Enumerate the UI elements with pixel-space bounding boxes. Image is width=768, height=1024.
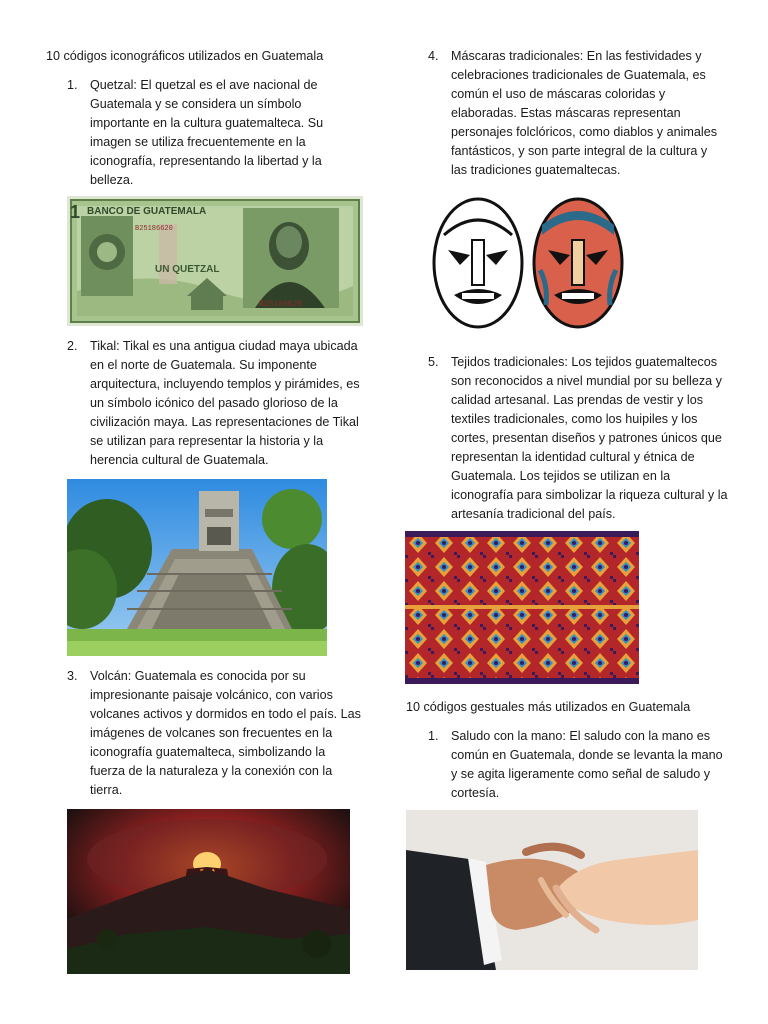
item-text-saludo: Saludo con la mano: El saludo con la mano es común en Guatemala, donde se levanta la mano y se agita ligeramente como señal de saludo y cortesía. [451, 729, 723, 800]
section-heading-gestural: 10 códigos gestuales más utilizados en Guatemala [406, 700, 691, 714]
tikal-pyramid-image [67, 479, 327, 656]
section-heading-iconographic: 10 códigos iconográficos utilizados en Guatemala [46, 49, 324, 63]
banknote-denomination-number: 1 [70, 202, 81, 222]
traditional-textile-image [405, 531, 639, 684]
item-number: 4. [428, 49, 439, 63]
item-text-mascaras: Máscaras tradicionales: En las festividades y celebraciones tradicionales de Guatemala, es común el uso de máscaras coloridas y elaboradas. Estas máscaras representan personajes folclóricos, como diablos y animales fantásticos, y son parte integral de la cultura y las tradiciones guatemaltecas. [451, 49, 717, 177]
item-number: 5. [428, 355, 439, 369]
item-text-tejidos: Tejidos tradicionales: Los tejidos guatemaltecos son reconocidos a nivel mundial por su belleza y calidad artesanal. Las prendas de vestir y los textiles tradicionales, como los huipiles y los cortes, presentan diseños y patrones únicos que representan la identidad cultural y étnica de Guatemala. Los tejidos se utilizan en la iconografía para simbolizar la riqueza cultural y la artesanía tradicional del país. [451, 355, 728, 521]
banknote-bank-name: BANCO DE GUATEMALA [87, 206, 207, 217]
handshake-image [406, 810, 698, 970]
item-text-volcan: Volcán: Guatemala es conocida por su impresionante paisaje volcánico, con varios volcanes activos y dormidos en todo el país. Las imágenes de volcanes son frecuentes en la iconografía guatemalteca, simbolizando la fuerza de la naturaleza y la conexión con la tierra. [90, 669, 361, 797]
quetzal-banknote-image [67, 196, 363, 326]
banknote-serial: B25186620 [259, 300, 303, 309]
item-number: 1. [428, 729, 439, 743]
item-number: 3. [67, 669, 78, 683]
item-number: 1. [67, 78, 78, 92]
item-text-tikal: Tikal: Tikal es una antigua ciudad maya ubicada en el norte de Guatemala. Su imponente arquitectura, incluyendo templos y pirámides, es un símbolo icónico del pasado glorioso de la civilización maya. Las representaciones de Tikal se utilizan para representar la historia y la herencia cultural de Guatemala. [90, 339, 360, 467]
item-number: 2. [67, 339, 78, 353]
volcano-image [67, 809, 350, 974]
banknote-serial-top: B25186620 [135, 225, 173, 233]
traditional-masks-image [430, 195, 630, 333]
item-text-quetzal: Quetzal: El quetzal es el ave nacional de Guatemala y se considera un símbolo importante en la cultura guatemalteca. Su imagen se utiliza frecuentemente en la iconografía, representando la libertad y la belleza. [90, 78, 324, 187]
banknote-denomination-text: UN QUETZAL [155, 264, 220, 275]
